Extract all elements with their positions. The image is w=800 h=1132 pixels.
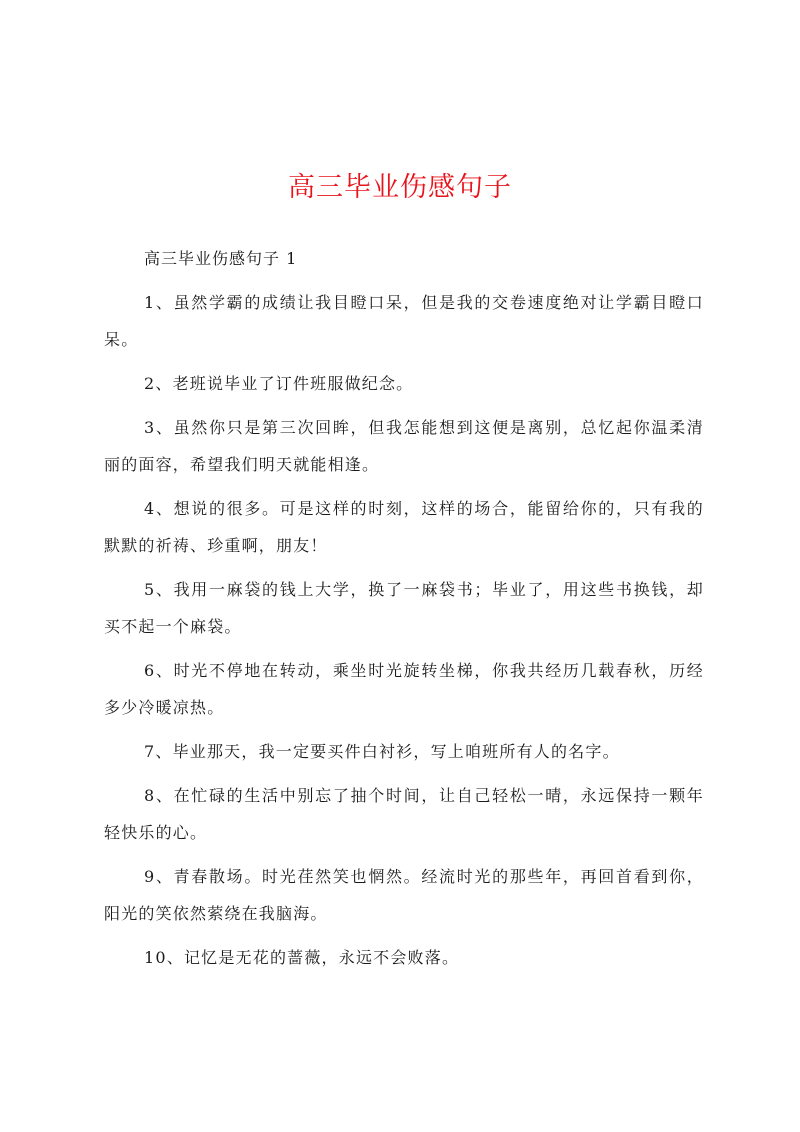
- section-heading: 高三毕业伤感句子 1: [144, 249, 298, 268]
- paragraph-7: 7、毕业那天，我一定要买件白衬衫，写上咱班所有人的名字。: [144, 742, 620, 761]
- paragraph-2: 2、老班说毕业了订件班服做纪念。: [144, 374, 414, 393]
- paragraph-6: 6、时光不停地在转动，乘坐时光旋转坐梯，你我共经历几载春秋，历经多少冷暖凉热。: [104, 661, 704, 717]
- paragraph-1: 1、虽然学霸的成绩让我目瞪口呆，但是我的交卷速度绝对让学霸目瞪口呆。: [104, 293, 704, 349]
- paragraph-3: 3、虽然你只是第三次回眸，但我怎能想到这便是离别，总忆起你温柔清丽的面容，希望我们明天就能相逢。: [104, 418, 704, 474]
- document-body: [104, 240, 704, 976]
- paragraph-10: 10、记忆是无花的蔷薇，永远不会败落。: [144, 948, 460, 967]
- paragraph-4: 4、想说的很多。可是这样的时刻，这样的场合，能留给你的，只有我的默默的祈祷、珍重啊，朋友！: [104, 499, 704, 555]
- document-title: 高三毕业伤感句子: [288, 172, 512, 203]
- paragraph-8: 8、在忙碌的生活中别忘了抽个时间，让自己轻松一晴，永远保持一颗年轻快乐的心。: [104, 786, 704, 842]
- paragraph-5: 5、我用一麻袋的钱上大学，换了一麻袋书；毕业了，用这些书换钱，却买不起一个麻袋。: [104, 580, 704, 636]
- paragraph-9: 9、青春散场。时光荏然笑也惘然。经流时光的那些年，再回首看到你，阳光的笑依然萦绕在我脑海。: [104, 867, 704, 923]
